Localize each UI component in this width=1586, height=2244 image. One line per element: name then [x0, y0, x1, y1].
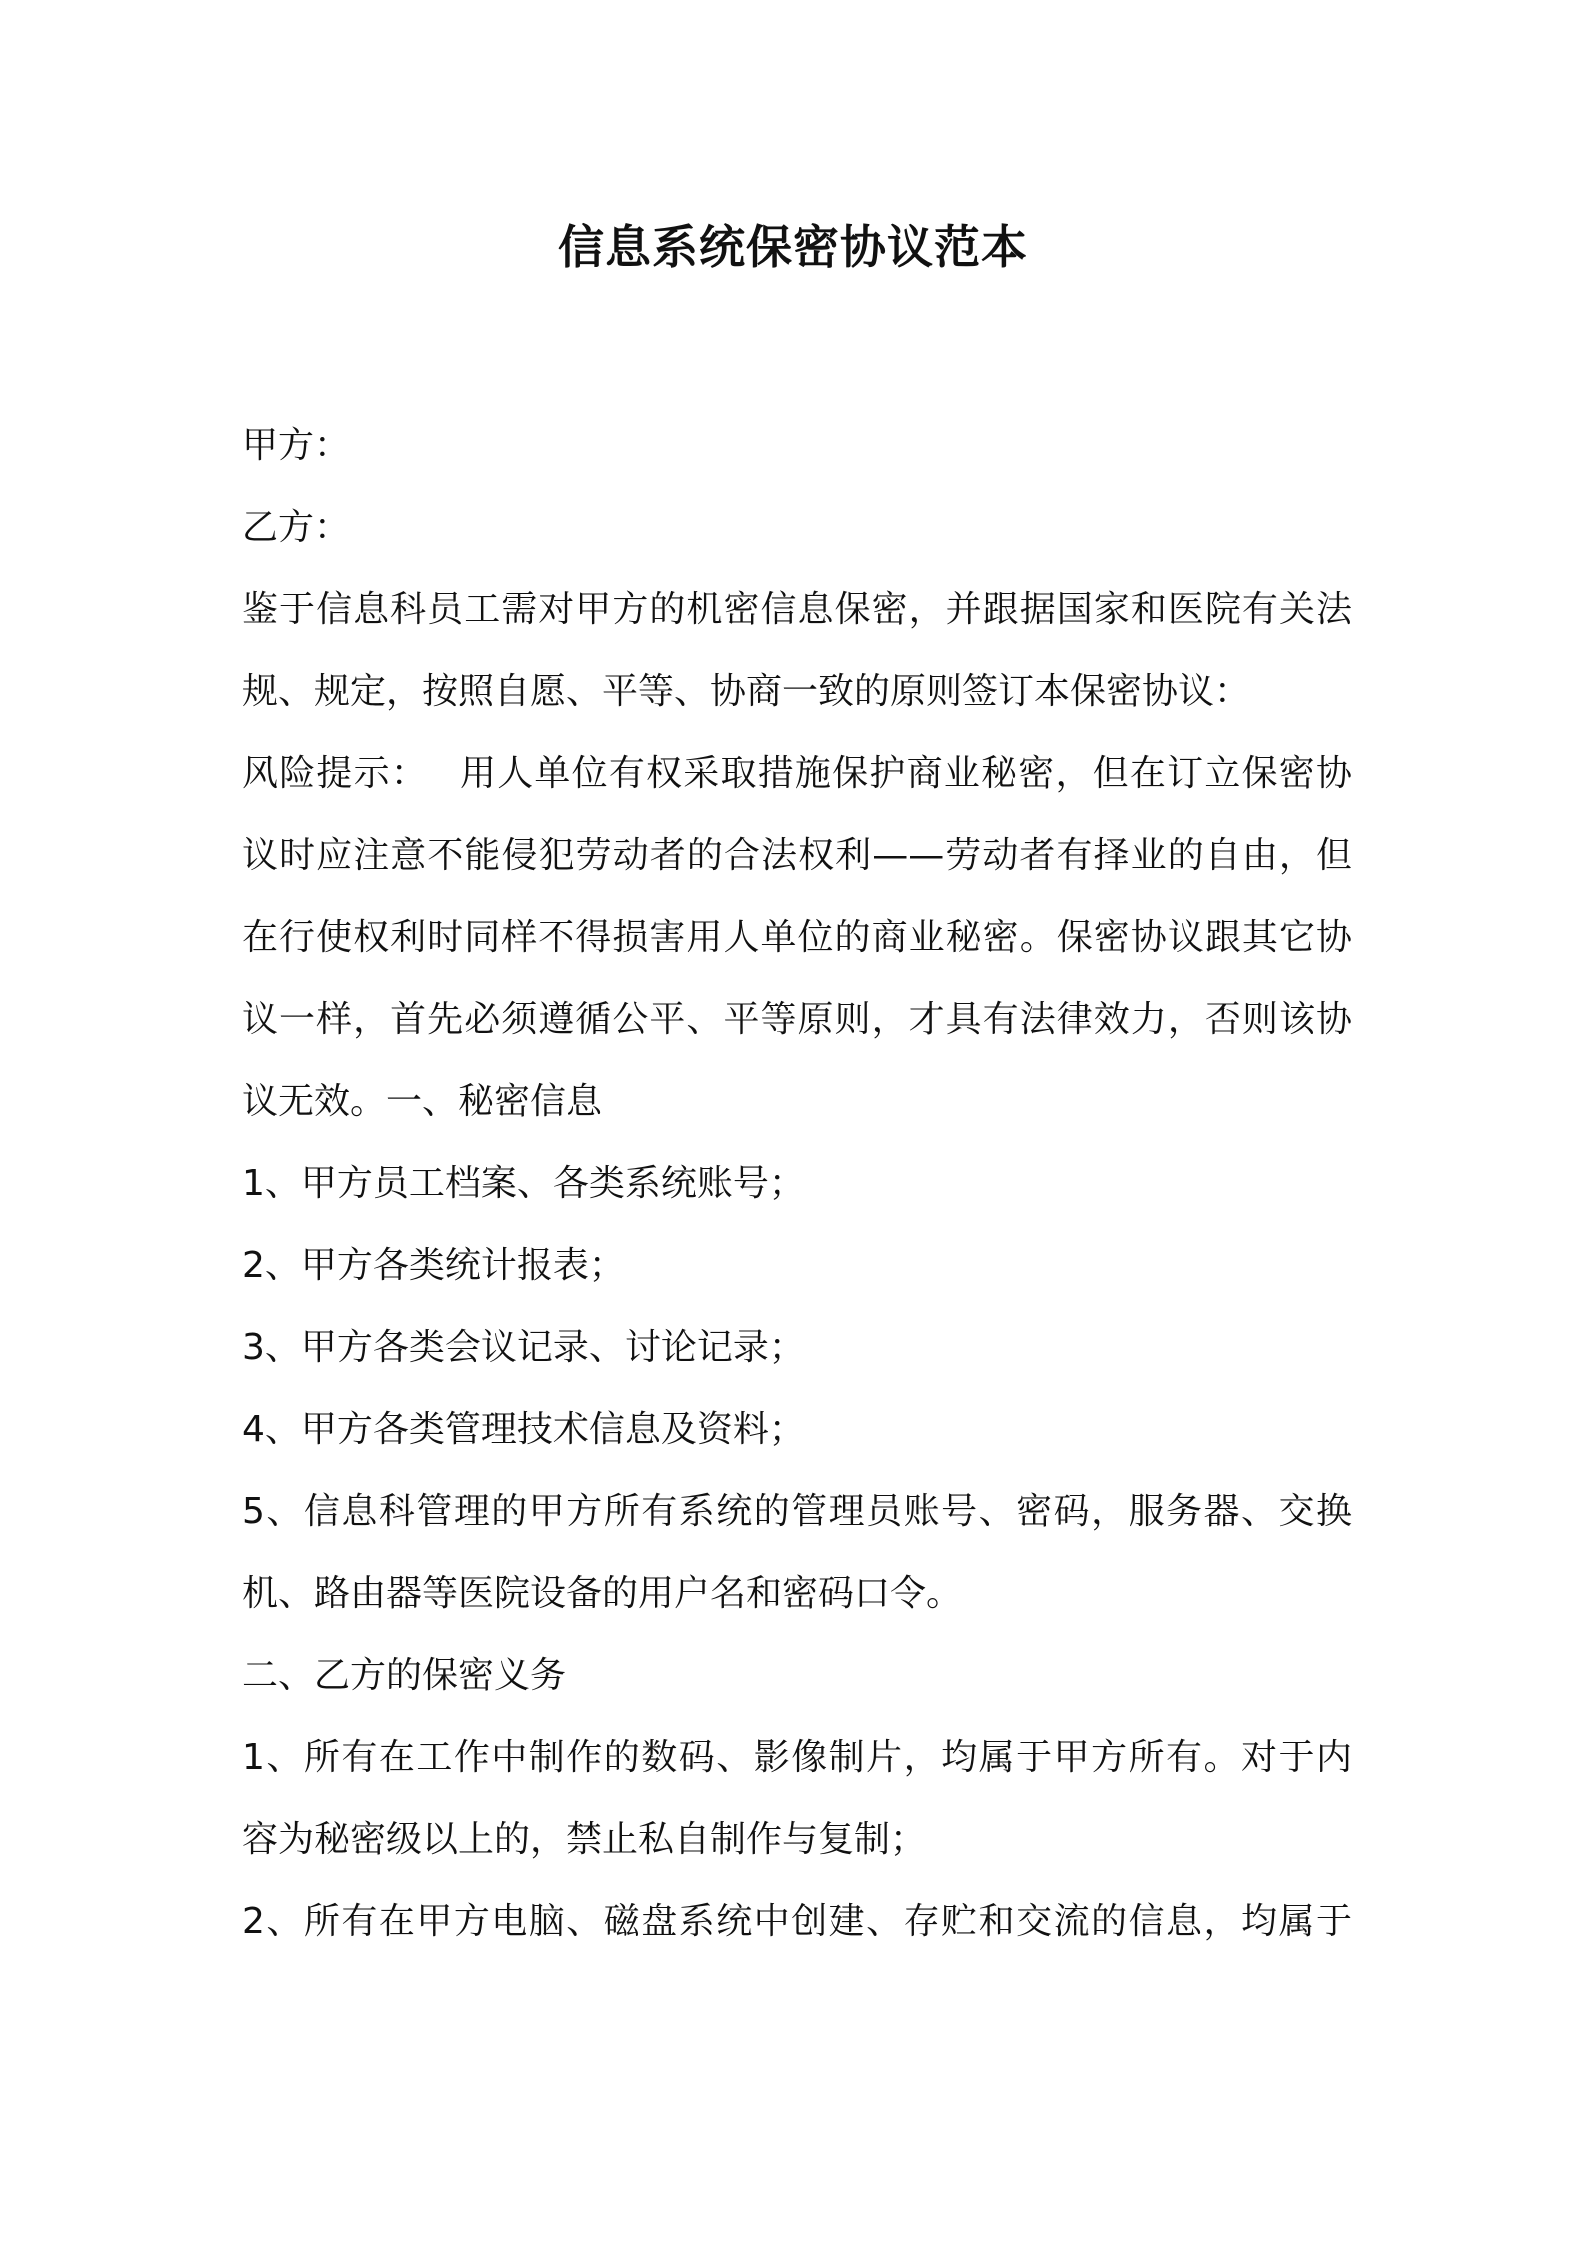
text-line: 规、规定，按照自愿、平等、协商一致的原则签订本保密协议：	[242, 671, 1251, 712]
text-line: 5、信息科管理的甲方所有系统的管理员账号、密码，服务器、交换	[242, 1491, 1352, 1532]
text-line: 二、乙方的保密义务	[242, 1655, 567, 1696]
text-line: 2、甲方各类统计报表；	[242, 1245, 625, 1286]
text-line: 甲方：	[242, 425, 351, 466]
text-line: 议无效。一、秘密信息	[242, 1081, 603, 1122]
text-line: 鉴于信息科员工需对甲方的机密信息保密，并跟据国家和医院有关法	[242, 589, 1352, 630]
text-line: 2、所有在甲方电脑、磁盘系统中创建、存贮和交流的信息，均属于	[242, 1901, 1352, 1942]
text-line: 1、所有在工作中制作的数码、影像制片，均属于甲方所有。对于内	[242, 1737, 1352, 1778]
text-line: 机、路由器等医院设备的用户名和密码口令。	[242, 1573, 963, 1614]
text-line: 议一样，首先必须遵循公平、平等原则，才具有法律效力，否则该协	[242, 999, 1352, 1040]
text-line: 风险提示： 用人单位有权采取措施保护商业秘密，但在订立保密协	[242, 753, 1352, 794]
text-line: 3、甲方各类会议记录、讨论记录；	[242, 1327, 805, 1368]
text-line: 乙方：	[242, 507, 351, 548]
text-line: 4、甲方各类管理技术信息及资料；	[242, 1409, 805, 1450]
document-title: 信息系统保密协议范本	[558, 220, 1028, 274]
text-line: 容为秘密级以上的，禁止私自制作与复制；	[242, 1819, 927, 1860]
text-line: 在行使权利时同样不得损害用人单位的商业秘密。保密协议跟其它协	[242, 917, 1352, 958]
text-line: 议时应注意不能侵犯劳动者的合法权利——劳动者有择业的自由，但	[242, 835, 1352, 876]
text-line: 1、甲方员工档案、各类系统账号；	[242, 1163, 805, 1204]
document-body	[242, 405, 1352, 1963]
